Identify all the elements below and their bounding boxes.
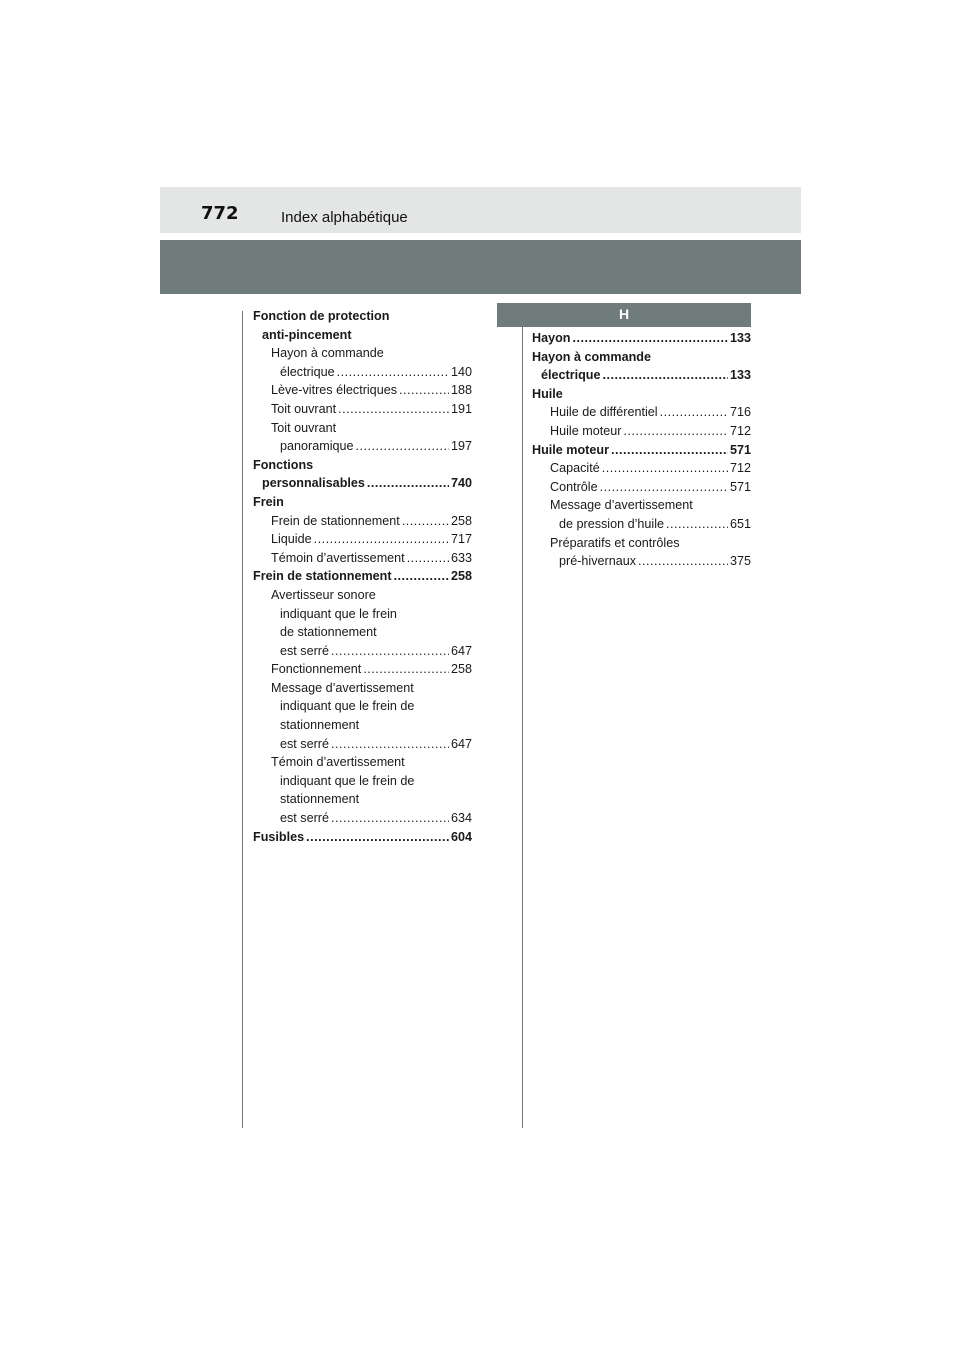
dot-leader xyxy=(600,478,728,497)
index-term: est serré xyxy=(280,811,329,826)
page-reference: 571 xyxy=(729,479,751,494)
index-entry xyxy=(253,400,472,419)
dot-leader xyxy=(623,422,728,441)
dot-leader xyxy=(399,381,449,400)
index-entry xyxy=(253,326,472,345)
index-entry xyxy=(532,552,751,571)
index-entry xyxy=(253,512,472,531)
dot-leader xyxy=(367,474,449,493)
index-entry xyxy=(532,366,751,385)
dot-leader xyxy=(402,512,449,531)
index-term: stationnement xyxy=(280,718,360,733)
index-entry xyxy=(253,586,472,605)
page-number: 772 xyxy=(201,203,239,224)
index-term: Lève-vitres électriques xyxy=(271,383,397,398)
index-entry xyxy=(253,790,472,809)
index-term: Fonctions xyxy=(253,457,314,472)
index-entry xyxy=(253,419,472,438)
page-reference: 647 xyxy=(450,643,472,658)
index-column-right xyxy=(532,329,751,571)
page-reference: 197 xyxy=(450,439,472,454)
index-entry xyxy=(253,623,472,642)
dot-leader xyxy=(660,403,728,422)
index-term: Témoin d’avertissement xyxy=(271,550,405,565)
dot-leader xyxy=(356,437,449,456)
dot-leader xyxy=(306,828,449,847)
index-term: Fusibles xyxy=(253,829,305,844)
index-term: Toit ouvrant xyxy=(271,420,337,435)
index-term: est serré xyxy=(280,643,329,658)
index-term: Huile xyxy=(532,386,563,401)
index-entry xyxy=(532,422,751,441)
letter-tab-h: H xyxy=(497,303,751,327)
index-entry xyxy=(253,474,472,493)
index-term: Hayon à commande xyxy=(532,349,651,364)
page-reference: 191 xyxy=(450,401,472,416)
index-entry xyxy=(253,437,472,456)
index-term: électrique xyxy=(541,368,601,383)
page-reference: 716 xyxy=(729,405,751,420)
section-title: Index alphabétique xyxy=(281,209,408,226)
page-reference: 634 xyxy=(450,811,472,826)
page-reference: 258 xyxy=(450,513,472,528)
index-term: Huile moteur xyxy=(550,423,622,438)
index-entry xyxy=(532,459,751,478)
index-term: indiquant que le frein de xyxy=(280,699,415,714)
header-bar xyxy=(160,187,801,233)
page-reference: 717 xyxy=(450,532,472,547)
index-term: de stationnement xyxy=(280,625,377,640)
index-entry xyxy=(253,307,472,326)
index-term: indiquant que le frein xyxy=(280,606,397,621)
index-term: pré-hivernaux xyxy=(559,554,637,569)
page-reference: 133 xyxy=(729,368,751,383)
dot-leader xyxy=(314,530,449,549)
index-term: Message d’avertissement xyxy=(550,498,693,513)
index-term: Préparatifs et contrôles xyxy=(550,535,680,550)
index-entry xyxy=(253,735,472,754)
index-term: Témoin d’avertissement xyxy=(271,755,405,770)
page-reference: 651 xyxy=(729,516,751,531)
page-reference: 647 xyxy=(450,736,472,751)
dot-leader xyxy=(337,363,449,382)
index-term: Capacité xyxy=(550,461,600,476)
index-term: Huile moteur xyxy=(532,442,609,457)
index-term: Frein de stationnement xyxy=(271,513,400,528)
dot-leader xyxy=(666,515,728,534)
page-reference: 375 xyxy=(729,554,751,569)
dot-leader xyxy=(363,660,449,679)
index-term: stationnement xyxy=(280,792,360,807)
page-reference: 712 xyxy=(729,423,751,438)
index-entry xyxy=(253,381,472,400)
index-term: anti-pincement xyxy=(262,327,352,342)
index-entry xyxy=(532,441,751,460)
index-column-left xyxy=(253,307,472,846)
page-reference: 571 xyxy=(729,442,751,457)
index-entry xyxy=(253,530,472,549)
page-reference: 133 xyxy=(729,331,751,345)
index-entry xyxy=(532,385,751,404)
index-term: indiquant que le frein de xyxy=(280,773,415,788)
index-entry xyxy=(253,828,472,847)
index-entry xyxy=(253,363,472,382)
page-reference: 140 xyxy=(450,364,472,379)
index-term: Toit ouvrant xyxy=(271,401,337,416)
index-entry xyxy=(532,403,751,422)
header-band xyxy=(160,240,801,294)
index-entry xyxy=(253,605,472,624)
index-entry xyxy=(253,679,472,698)
page-reference: 604 xyxy=(450,829,472,844)
index-entry xyxy=(532,348,751,367)
index-entry xyxy=(532,515,751,534)
page-reference: 188 xyxy=(450,383,472,398)
index-entry xyxy=(253,642,472,661)
page-reference: 258 xyxy=(450,662,472,677)
index-term: Fonctionnement xyxy=(271,662,362,677)
dot-leader xyxy=(407,549,449,568)
dot-leader xyxy=(331,735,449,754)
index-term: électrique xyxy=(280,364,335,379)
page-reference: 712 xyxy=(729,461,751,476)
page-reference: 633 xyxy=(450,550,472,565)
index-term: panoramique xyxy=(280,439,354,454)
index-entry xyxy=(532,329,751,348)
index-entry xyxy=(253,753,472,772)
left-column-rule xyxy=(242,311,243,1128)
index-term: Liquide xyxy=(271,532,312,547)
index-entry xyxy=(253,567,472,586)
index-entry xyxy=(532,496,751,515)
index-term: Avertisseur sonore xyxy=(271,587,376,602)
index-term: Fonction de protection xyxy=(253,309,390,323)
dot-leader xyxy=(611,441,728,460)
index-term: Contrôle xyxy=(550,479,598,494)
dot-leader xyxy=(331,809,449,828)
index-term: Hayon à commande xyxy=(271,346,384,361)
dot-leader xyxy=(573,329,728,348)
index-entry xyxy=(253,456,472,475)
dot-leader xyxy=(602,459,728,478)
index-entry xyxy=(532,478,751,497)
index-term: Frein xyxy=(253,494,284,509)
index-entry xyxy=(253,809,472,828)
index-entry xyxy=(253,697,472,716)
index-entry xyxy=(532,534,751,553)
index-entry xyxy=(253,493,472,512)
index-term: Huile de différentiel xyxy=(550,405,658,420)
dot-leader xyxy=(394,567,449,586)
right-column-rule xyxy=(522,311,523,1128)
index-term: est serré xyxy=(280,736,329,751)
index-term: personnalisables xyxy=(262,476,365,491)
index-term: de pression d’huile xyxy=(559,516,665,531)
index-entry xyxy=(253,716,472,735)
dot-leader xyxy=(331,642,449,661)
index-entry xyxy=(253,772,472,791)
dot-leader xyxy=(338,400,449,419)
page-reference: 258 xyxy=(450,569,472,584)
index-entry xyxy=(253,344,472,363)
index-entry xyxy=(253,660,472,679)
dot-leader xyxy=(638,552,728,571)
index-term: Hayon xyxy=(532,331,571,345)
index-term: Message d’avertissement xyxy=(271,680,414,695)
index-entry xyxy=(253,549,472,568)
dot-leader xyxy=(603,366,728,385)
index-term: Frein de stationnement xyxy=(253,569,392,584)
page-reference: 740 xyxy=(450,476,472,491)
